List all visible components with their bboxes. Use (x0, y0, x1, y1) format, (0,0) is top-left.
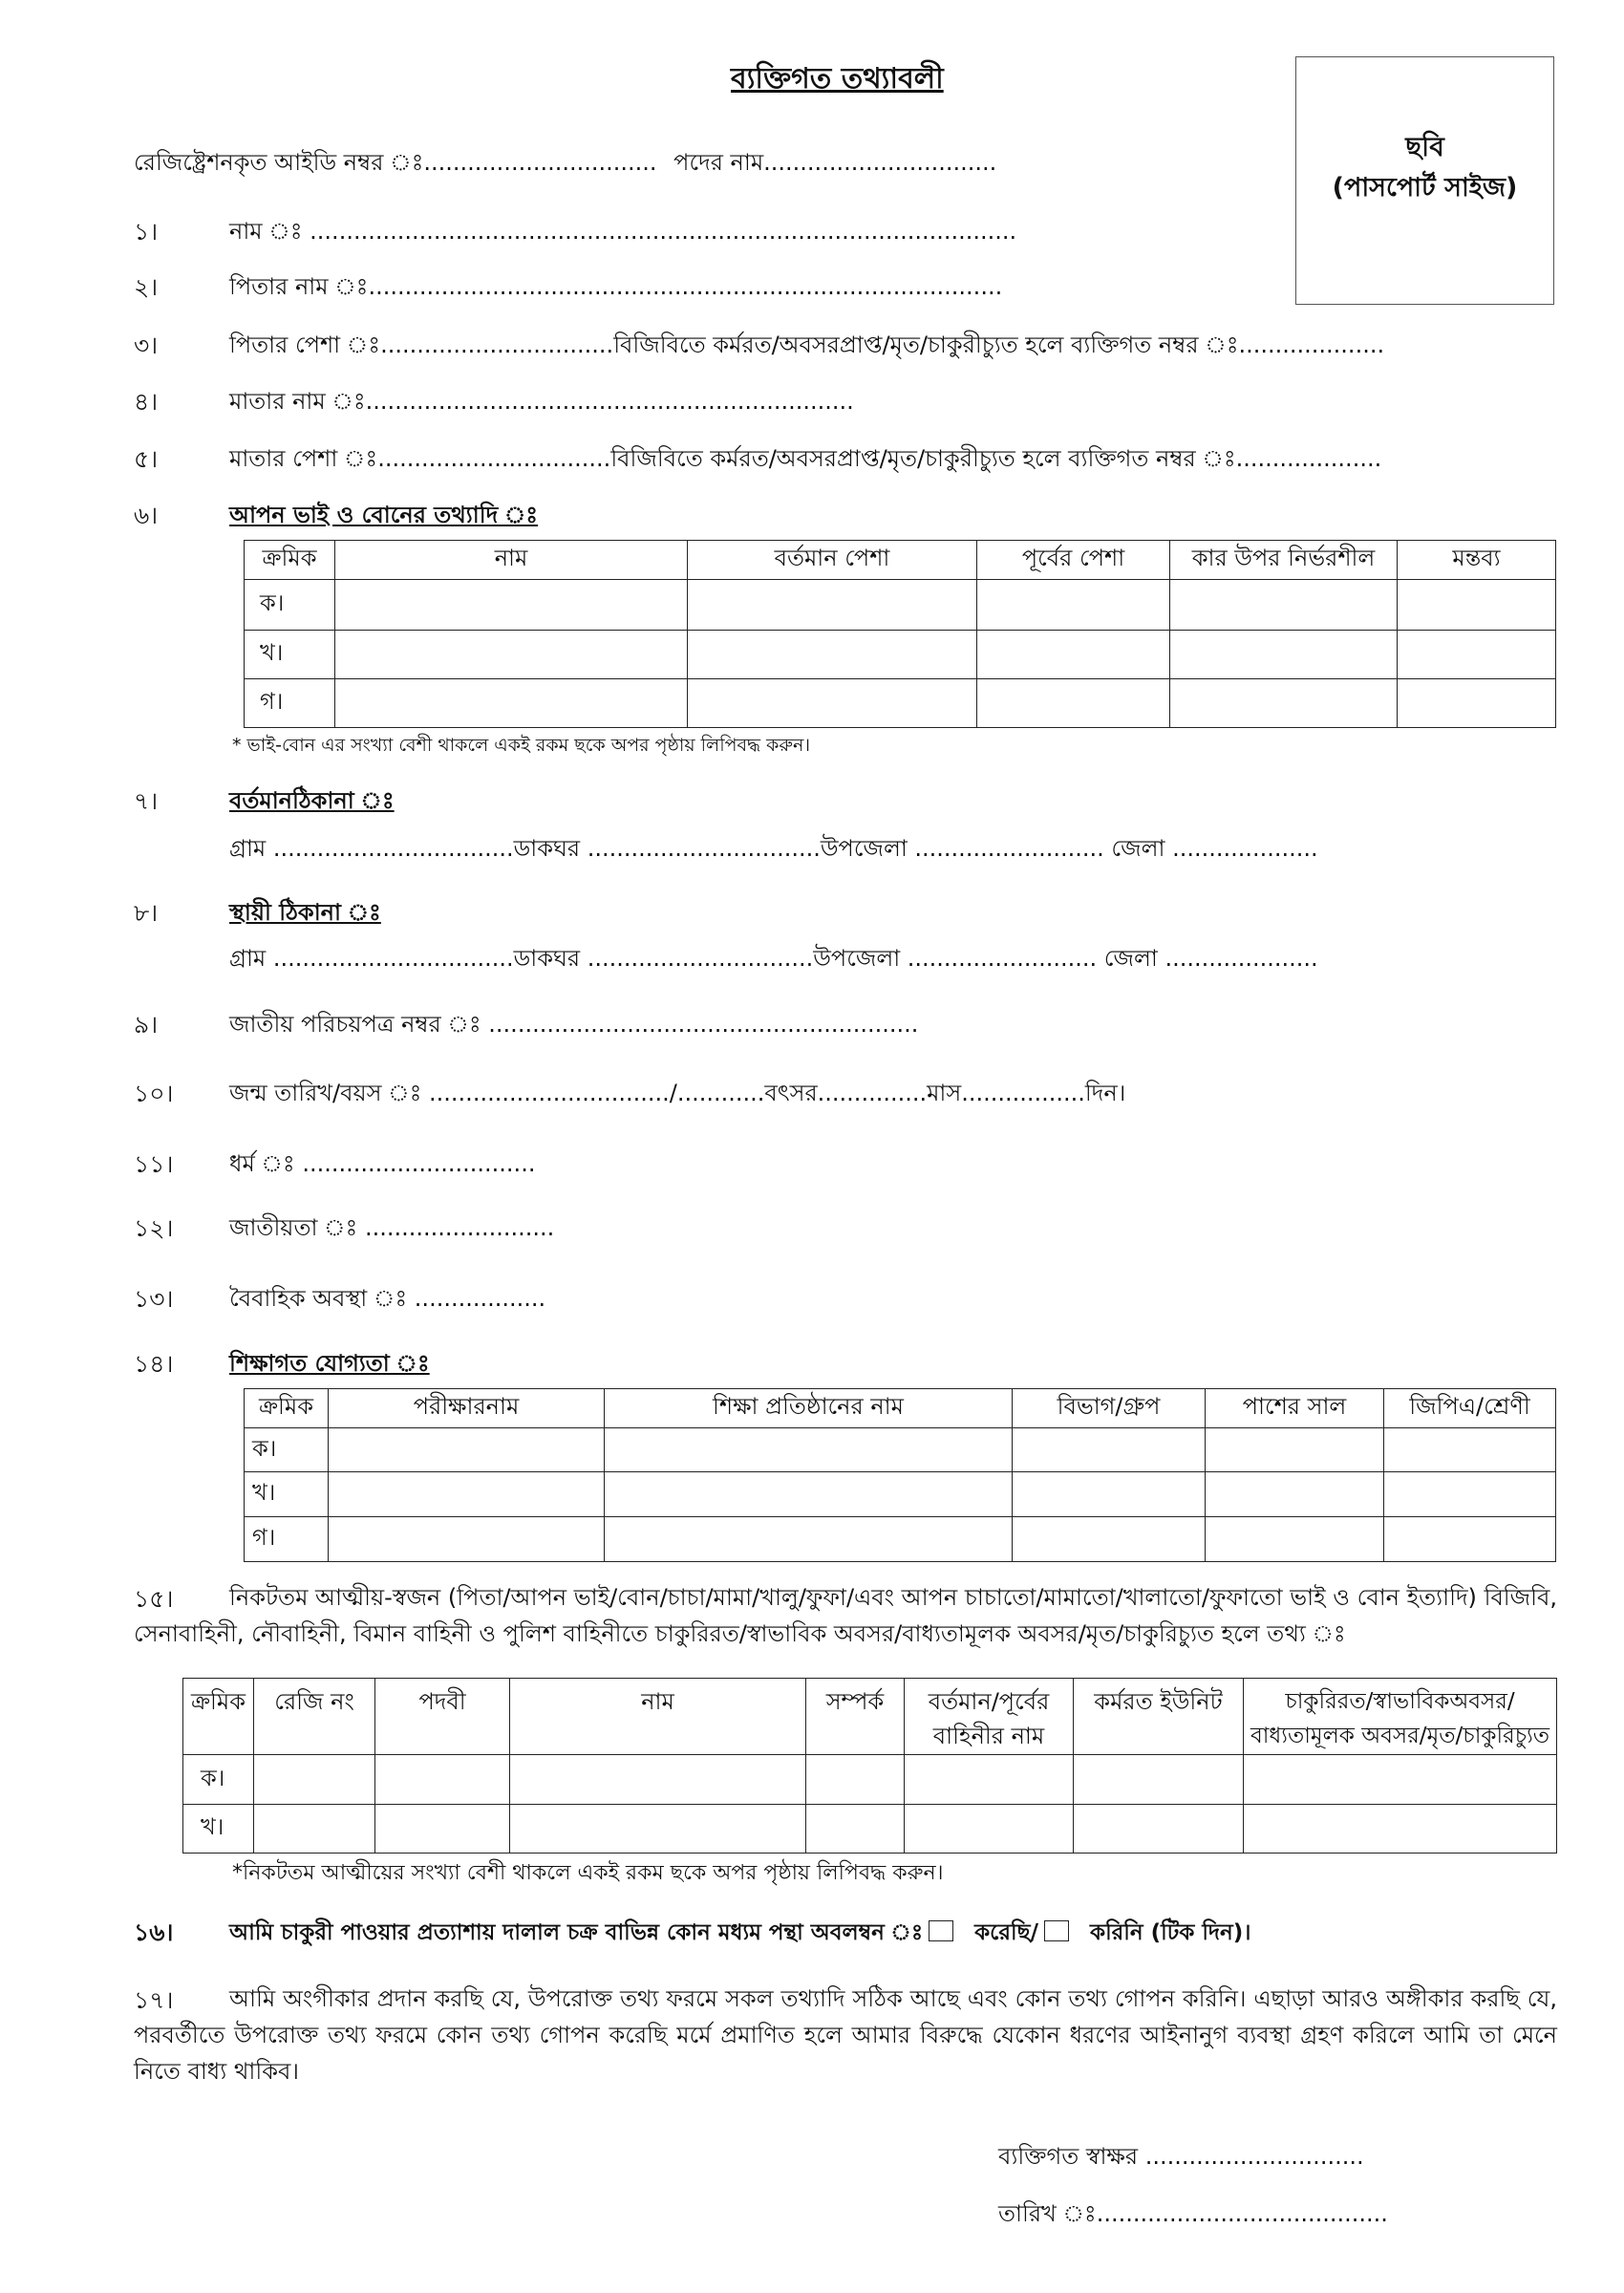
name-field[interactable]: ................................................................................................. (310, 218, 1017, 245)
item-number: ৩। (134, 332, 159, 359)
nid-field[interactable]: ........................................................... (488, 1011, 919, 1038)
passport-photo-box[interactable] (1295, 56, 1554, 305)
table-cell[interactable] (375, 1755, 510, 1805)
row-serial: খ। (245, 631, 335, 679)
table-cell[interactable] (335, 679, 688, 728)
table-cell[interactable] (1384, 1472, 1556, 1517)
post-name-field[interactable]: ................................ (763, 149, 997, 176)
row-serial: গ। (245, 1517, 329, 1562)
siblings-col-dependent-on: কার উপর নির্ভরশীল (1170, 541, 1398, 580)
table-row (183, 1805, 1557, 1854)
item-number: ২। (134, 273, 159, 301)
table-cell[interactable] (510, 1805, 806, 1854)
table-cell[interactable] (977, 631, 1170, 679)
item-number: ১৩। (134, 1285, 174, 1313)
siblings-col-name: নাম (335, 541, 688, 580)
siblings-heading (229, 504, 538, 526)
item-number: ৫। (134, 445, 159, 473)
relatives-col-relation: সম্পর্ক (806, 1679, 905, 1755)
table-cell[interactable] (1206, 1517, 1384, 1562)
relatives-table (182, 1678, 1557, 1854)
table-row (183, 1755, 1557, 1805)
relatives-col-status (1244, 1679, 1557, 1755)
mother-bgb-note: বিজিবিতে কর্মরত/অবসরপ্রাপ্ত/মৃত/চাকুরীচ্যুত হলে ব্যক্তিগত নম্বর ঃ (610, 445, 1236, 472)
relatives-col-unit: কর্মরত ইউনিট (1074, 1679, 1244, 1755)
mother-occupation-field[interactable]: ................................ (377, 445, 611, 472)
table-cell[interactable] (1384, 1517, 1556, 1562)
table-cell[interactable] (688, 631, 977, 679)
permanent-address-heading: স্থায়ী ঠিকানা ঃ (229, 899, 381, 926)
form-title: ব্যক্তিগত তথ্যাবলী (731, 62, 944, 96)
relatives-note: *নিকটতম আত্মীয়ের সংখ্যা বেশী থাকলে একই রকম ছকে অপর পৃষ্ঠায় লিপিবদ্ধ করুন। (232, 1861, 944, 1885)
photo-size-label: (পাসপোর্ট সাইজ) (1332, 173, 1518, 203)
relatives-col-force (905, 1679, 1074, 1755)
relatives-col-force-line1: বর্তমান/পূর্বের (928, 1688, 1050, 1715)
relatives-col-status-line1: চাকুরিরত/স্বাভাবিকঅবসর/ (1285, 1689, 1515, 1714)
undertaking-paragraph: আমি অংগীকার প্রদান করছি যে, উপরোক্ত তথ্য ফরমে সকল তথ্যাদি সঠিক আছে এবং কোন তথ্য গোপন করিনি। এছাড়া আরও অঙ্গীকার করছি যে, পরবর্তীতে উপরোক্ত তথ্য ফরমে কোন তথ্য গোপন করেছি মর্মে প্রমাণিত হলে আমার বিরুদ্ধে যেকোন ধরণের আইনানুগ ব্যবস্থা গ্রহণ করিলে আমি তা মেনে নিতে বাধ্য থাকিব। (134, 1985, 1557, 2085)
table-cell[interactable] (1074, 1755, 1244, 1805)
row-serial: ক। (245, 580, 335, 631)
row-serial: খ। (245, 1472, 329, 1517)
father-name-row (229, 275, 1002, 298)
mother-name-field[interactable]: ................................................................... (365, 388, 854, 415)
table-cell[interactable] (1170, 580, 1398, 631)
item-number: ১২। (134, 1214, 174, 1242)
table-cell[interactable] (905, 1805, 1074, 1854)
did-not-checkbox[interactable] (1044, 1920, 1069, 1941)
father-personal-number-field[interactable]: .................... (1238, 332, 1385, 358)
father-occupation-label: পিতার পেশা ঃ (229, 332, 381, 358)
table-cell[interactable] (1384, 1428, 1556, 1472)
item-number: ১। (134, 218, 159, 246)
registration-id-label: রেজিষ্ট্রেশনকৃত আইডি নম্বর ঃ (134, 149, 424, 176)
table-cell[interactable] (905, 1755, 1074, 1805)
table-cell[interactable] (335, 631, 688, 679)
table-cell[interactable] (688, 580, 977, 631)
table-cell[interactable] (329, 1428, 605, 1472)
father-occupation-field[interactable]: ................................ (380, 332, 614, 358)
table-cell[interactable] (605, 1517, 1013, 1562)
registration-id-row (134, 151, 996, 174)
father-name-field[interactable]: ....................................................................................... (368, 273, 1003, 300)
education-col-passing-year: পাশের সাল (1206, 1389, 1384, 1428)
table-cell[interactable] (329, 1472, 605, 1517)
item-number: ১০। (134, 1080, 174, 1107)
table-cell[interactable] (1013, 1517, 1206, 1562)
item-number: ৯। (134, 1011, 159, 1039)
date-field[interactable]: ........................................ (1096, 2200, 1388, 2227)
table-cell[interactable] (688, 679, 977, 728)
education-heading: শিক্ষাগত যোগ্যতা ঃ (229, 1350, 430, 1377)
table-cell[interactable] (1206, 1472, 1384, 1517)
photo-label: ছবি (1405, 131, 1444, 162)
relatives-col-serial: ক্রমিক (183, 1679, 254, 1755)
date-label: তারিখ ঃ (998, 2200, 1097, 2227)
nationality-row[interactable]: জাতীয়তা ঃ .......................... (229, 1214, 555, 1241)
name-row (229, 220, 1016, 243)
father-bgb-note: বিজিবিতে কর্মরত/অবসরপ্রাপ্ত/মৃত/চাকুরীচ্যুত হলে ব্যক্তিগত নম্বর ঃ (613, 332, 1239, 358)
education-col-group: বিভাগ/গ্রুপ (1013, 1389, 1206, 1428)
item-number: ১৬। (134, 1918, 174, 1946)
table-cell[interactable] (1398, 580, 1556, 631)
table-cell[interactable] (1398, 631, 1556, 679)
siblings-note: * ভাই-বোন এর সংখ্যা বেশী থাকলে একই রকম ছকে অপর পৃষ্ঠায় লিপিবদ্ধ করুন। (232, 735, 811, 756)
relatives-col-force-line2: বাহিনীর নাম (932, 1723, 1045, 1749)
signature-field[interactable]: .............................. (1144, 2143, 1364, 2170)
nid-label: জাতীয় পরিচয়পত্র নম্বর ঃ (229, 1011, 481, 1038)
birth-date-row[interactable]: জন্ম তারিখ/বয়স ঃ ................................./............বৎসর...............মাস.................দিন। (229, 1080, 1126, 1106)
table-cell[interactable] (1170, 631, 1398, 679)
father-name-label: পিতার নাম ঃ (229, 273, 369, 300)
row-serial: ক। (183, 1755, 254, 1805)
education-col-gpa: জিপিএ/শ্রেণী (1384, 1389, 1556, 1428)
item-number: ৬। (134, 502, 159, 529)
mother-name-row (229, 390, 854, 413)
table-cell[interactable] (1244, 1805, 1557, 1854)
item-number: ১৫। (134, 1585, 174, 1613)
table-cell[interactable] (977, 679, 1170, 728)
education-table (244, 1388, 1556, 1562)
item-number: ১১। (134, 1150, 174, 1178)
table-cell[interactable] (254, 1755, 375, 1805)
item-number: ৭। (134, 787, 159, 815)
table-cell[interactable] (1074, 1805, 1244, 1854)
table-cell[interactable] (1013, 1428, 1206, 1472)
siblings-col-current-occupation: বর্তমান পেশা (688, 541, 977, 580)
education-col-institution: শিক্ষা প্রতিষ্ঠানের নাম (605, 1389, 1013, 1428)
broker-declaration-row (229, 1920, 1250, 1944)
table-cell[interactable] (335, 580, 688, 631)
table-cell[interactable] (254, 1805, 375, 1854)
permanent-address-row[interactable]: গ্রাম .................................ডাকঘর ...............................উপজেলা .......................... জেলা ..................... (229, 945, 1318, 972)
table-row (245, 1517, 1556, 1562)
siblings-col-previous-occupation: পূর্বের পেশা (977, 541, 1170, 580)
item-number: ৪। (134, 388, 159, 416)
education-col-exam: পরীক্ষারনাম (329, 1389, 605, 1428)
mother-personal-number-field[interactable]: .................... (1235, 445, 1382, 472)
broker-declaration-text: আমি চাকুরী পাওয়ার প্রত্যাশায় দালাল চক্র বাভিন্ন কোন মধ্যম পন্থা অবলম্বন ঃ (229, 1920, 924, 1945)
row-serial: ক। (245, 1428, 329, 1472)
mother-occupation-label: মাতার পেশা ঃ (229, 445, 378, 472)
mother-occupation-row (229, 447, 1381, 470)
item-number: ৮। (134, 899, 159, 927)
siblings-heading-label: আপন ভাই ও বোনের তথ্যাদি ঃ (229, 502, 539, 528)
table-cell[interactable] (977, 580, 1170, 631)
did-checkbox[interactable] (929, 1920, 953, 1941)
date-row (998, 2202, 1388, 2225)
table-cell[interactable] (375, 1805, 510, 1854)
table-cell[interactable] (806, 1755, 905, 1805)
table-cell[interactable] (329, 1517, 605, 1562)
siblings-col-remarks: মন্তব্য (1398, 541, 1556, 580)
item-number: ১৪। (134, 1350, 174, 1378)
table-row (245, 1472, 1556, 1517)
table-cell[interactable] (1013, 1472, 1206, 1517)
siblings-table (244, 540, 1556, 728)
row-serial: গ। (245, 679, 335, 728)
table-cell[interactable] (510, 1755, 806, 1805)
relatives-col-status-line2: বাধ্যতামূলক অবসর/মৃত/চাকুরিচ্যুত (1250, 1724, 1550, 1748)
name-label: নাম ঃ (229, 218, 303, 245)
relatives-intro: নিকটতম আত্মীয়-স্বজন (পিতা/আপন ভাই/বোন/চাচা/মামা/খালু/ফুফা/এবং আপন চাচাতো/মামাতো/খালাতো/ফুফাতো ভাই ও বোন ইত্যাদি) বিজিবি, সেনাবাহিনী, নৌবাহিনী, বিমান বাহিনী ও পুলিশ বাহিনীতে চাকুরিরত/স্বাভাবিক অবসর/বাধ্যতামূলক অবসর/মৃত/চাকুরিচ্যুত হলে তথ্য ঃ (134, 1584, 1557, 1647)
table-cell[interactable] (605, 1472, 1013, 1517)
mother-name-label: মাতার নাম ঃ (229, 388, 366, 415)
religion-row[interactable]: ধর্ম ঃ ................................ (229, 1150, 536, 1177)
education-col-serial: ক্রমিক (245, 1389, 329, 1428)
relatives-col-reg-no: রেজি নং (254, 1679, 375, 1755)
father-occupation-row (229, 333, 1384, 356)
table-cell[interactable] (1398, 679, 1556, 728)
table-cell[interactable] (1170, 679, 1398, 728)
signature-row (998, 2145, 1364, 2168)
present-address-heading: বর্তমানঠিকানা ঃ (229, 787, 395, 814)
siblings-col-serial: ক্রমিক (245, 541, 335, 580)
did-label: করেছি/ (974, 1920, 1038, 1945)
marital-status-row[interactable]: বৈবাহিক অবস্থা ঃ .................. (229, 1285, 546, 1312)
table-row (245, 679, 1556, 728)
post-name-label: পদের নাম (673, 149, 764, 176)
table-cell[interactable] (1206, 1428, 1384, 1472)
present-address-row[interactable]: গ্রাম .................................ডাকঘর ................................উপজেলা .......................... জেলা .................... (229, 835, 1318, 862)
relatives-col-rank: পদবী (375, 1679, 510, 1755)
table-cell[interactable] (806, 1805, 905, 1854)
signature-label: ব্যক্তিগত স্বাক্ষর (998, 2143, 1139, 2170)
table-row (245, 580, 1556, 631)
relatives-col-name: নাম (510, 1679, 806, 1755)
table-row (245, 1428, 1556, 1472)
registration-id-field[interactable]: ................................ (423, 149, 657, 176)
row-serial: খ। (183, 1805, 254, 1854)
table-cell[interactable] (605, 1428, 1013, 1472)
item-number: ১৭। (134, 1986, 174, 2014)
nid-row (229, 1013, 918, 1036)
table-row (245, 631, 1556, 679)
did-not-label: করিনি (টিক দিন)। (1089, 1920, 1251, 1945)
table-cell[interactable] (1244, 1755, 1557, 1805)
